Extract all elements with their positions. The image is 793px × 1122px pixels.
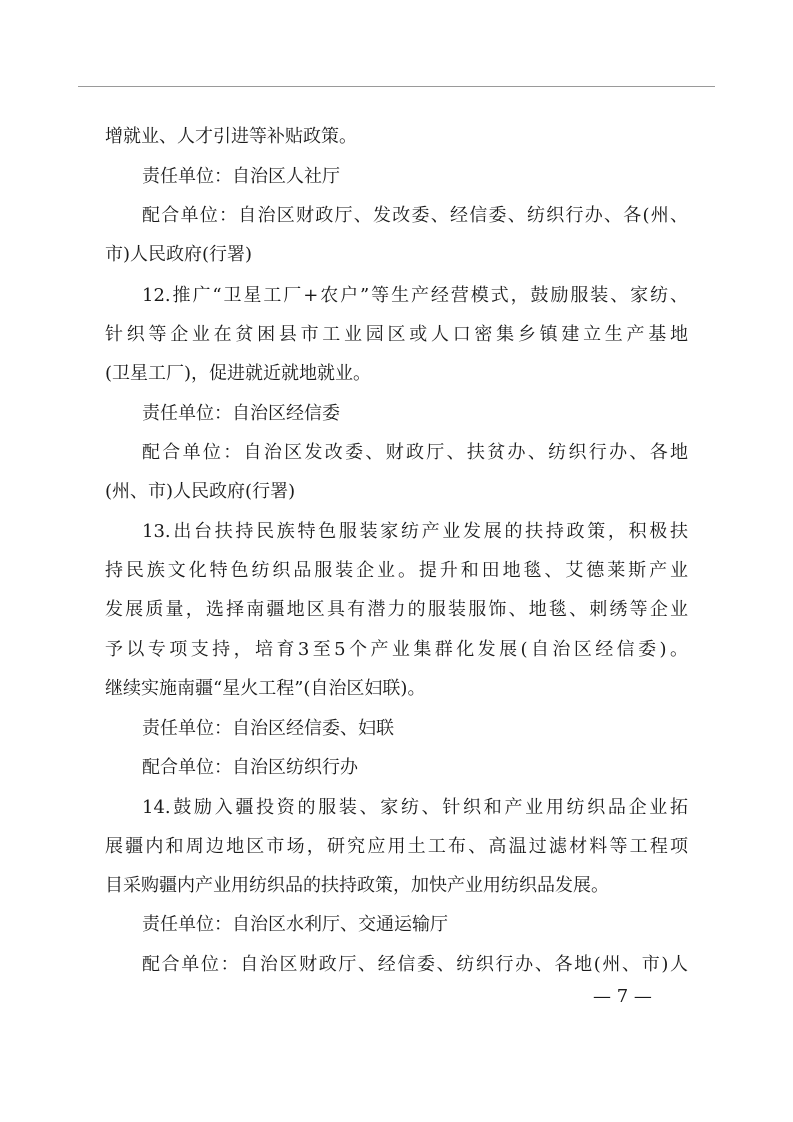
text-line: 责任单位：自治区人社厅 <box>142 166 340 187</box>
text-line: (州、市)人民政府(行署) <box>105 481 296 502</box>
text-line: 配合单位：自治区纺织行办 <box>142 757 358 778</box>
text-line: 针织等企业在贫困县市工业园区或人口密集乡镇建立生产基地 <box>105 324 688 345</box>
text-line: 责任单位：自治区经信委、妇联 <box>142 718 394 739</box>
text-line: 13.出台扶持民族特色服装家纺产业发展的扶持政策，积极扶 <box>142 521 688 542</box>
text-line: 配合单位：自治区财政厅、经信委、纺织行办、各地(州、市)人 <box>142 954 688 975</box>
text-line: 发展质量，选择南疆地区具有潜力的服装服饰、地毯、刺绣等企业 <box>105 599 688 620</box>
text-line: 配合单位：自治区财政厅、发改委、经信委、纺织行办、各(州、 <box>142 205 688 226</box>
text-line: 目采购疆内产业用纺织品的扶持政策，加快产业用纺织品发展。 <box>105 875 609 896</box>
text-line: 市)人民政府(行署) <box>105 244 253 265</box>
text-line: 责任单位：自治区经信委 <box>142 403 340 424</box>
text-line: (卫星工厂)，促进就近就地就业。 <box>105 363 372 384</box>
header-rule <box>78 86 715 87</box>
text-line: 继续实施南疆“星火工程”(自治区妇联)。 <box>105 678 426 699</box>
text-line: 持民族文化特色纺织品服装企业。提升和田地毯、艾德莱斯产业 <box>105 560 688 581</box>
page-number: — 7 — <box>593 986 652 1007</box>
text-line: 增就业、人才引进等补贴政策。 <box>105 126 357 147</box>
text-line: 配合单位：自治区发改委、财政厅、扶贫办、纺织行办、各地 <box>142 442 688 463</box>
text-line: 予以专项支持，培育3至5个产业集群化发展(自治区经信委)。 <box>105 639 688 660</box>
text-line: 12.推广“卫星工厂+农户”等生产经营模式，鼓励服装、家纺、 <box>142 285 688 306</box>
text-line: 14.鼓励入疆投资的服装、家纺、针织和产业用纺织品企业拓 <box>142 797 688 818</box>
text-line: 责任单位：自治区水利厅、交通运输厅 <box>142 914 448 935</box>
text-line: 展疆内和周边地区市场，研究应用土工布、高温过滤材料等工程项 <box>105 836 688 857</box>
